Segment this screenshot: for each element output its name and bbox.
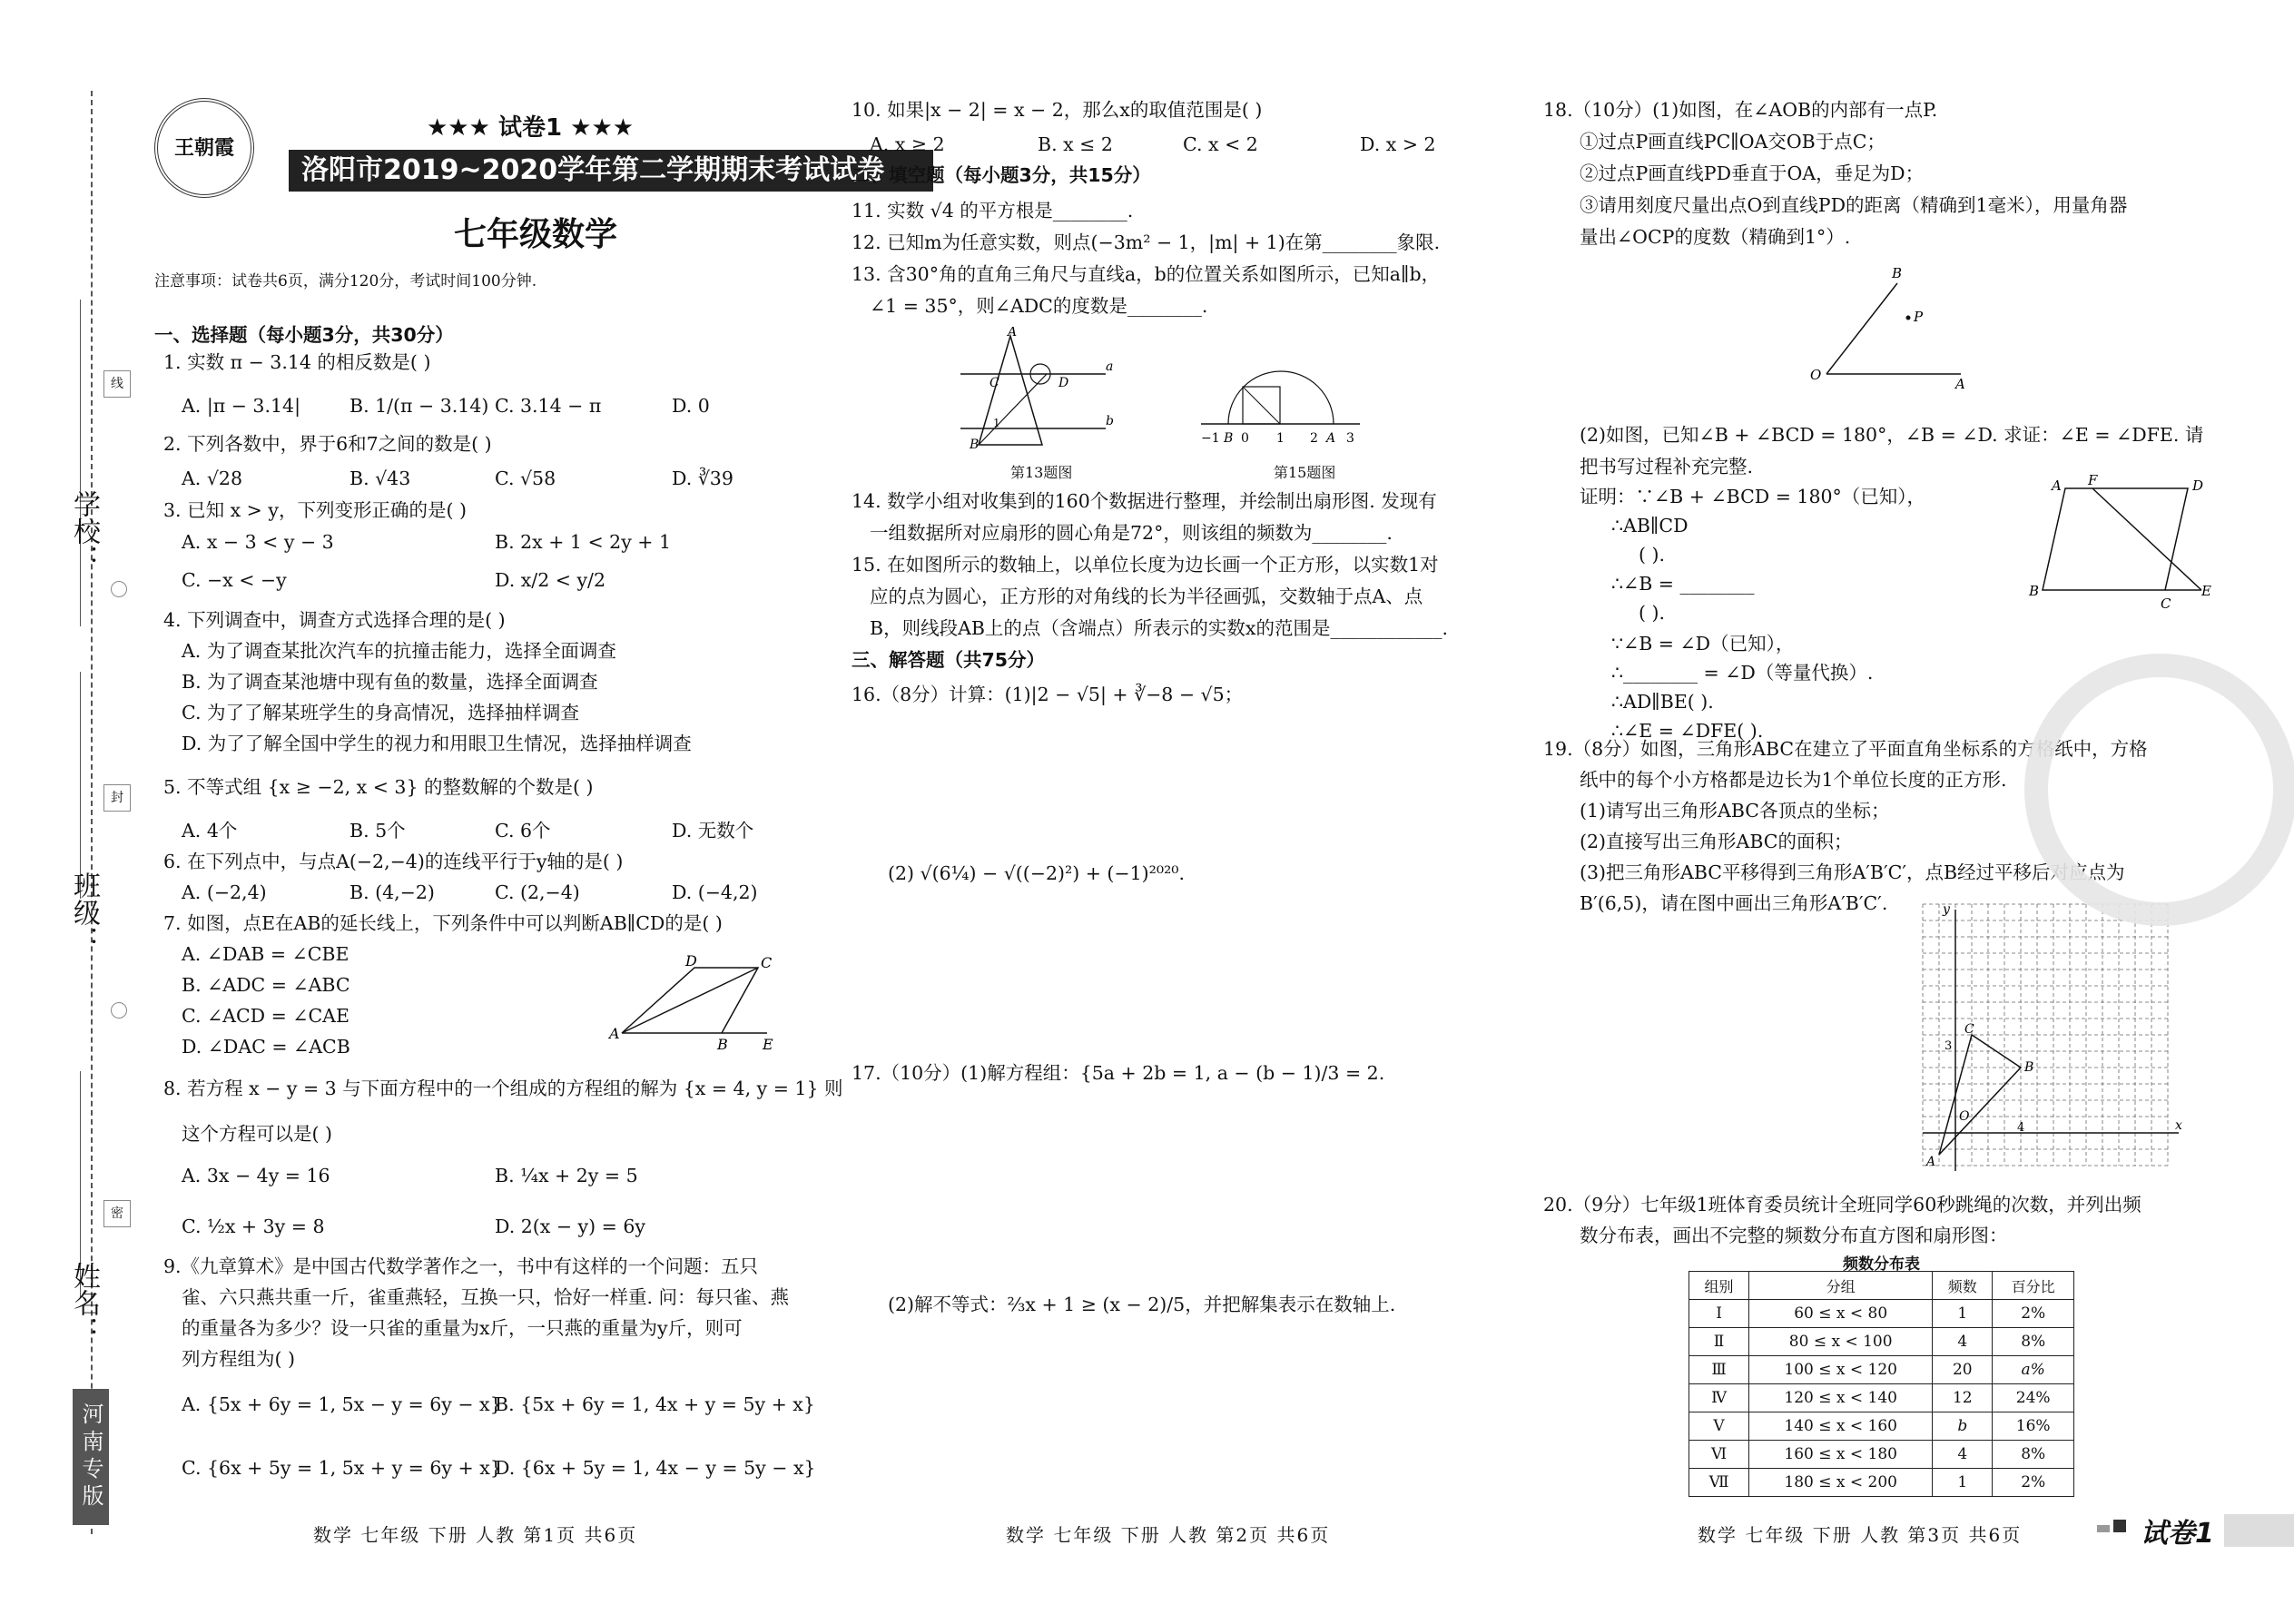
proof-blank[interactable]: ∴________ = ∠D（等量代换）.	[1611, 662, 1874, 684]
q10-option-a[interactable]: A. x ≥ 2	[870, 133, 945, 155]
q1-option-d[interactable]: D. 0	[672, 395, 710, 417]
question-17: 17.（10分）(1)解方程组：{5a + 2b = 1, a − (b − 1)/3 = 2.	[852, 1062, 1385, 1084]
q5-option-c[interactable]: C. 6个	[495, 820, 551, 842]
question-18-step3: ③请用刻度尺量出点O到直线PD的距离（精确到1毫米），用量角器	[1580, 194, 2128, 216]
svg-text:1: 1	[1276, 431, 1285, 446]
svg-text:a: a	[1106, 359, 1114, 374]
q6-option-c[interactable]: C. (2,−4)	[495, 881, 580, 903]
table-cell: Ⅵ	[1689, 1441, 1749, 1469]
q1-option-c[interactable]: C. 3.14 − π	[495, 395, 602, 417]
decor-block	[2113, 1520, 2126, 1532]
svg-text:3: 3	[1944, 1039, 1953, 1053]
hole-icon	[111, 1002, 127, 1019]
svg-text:B: B	[2024, 1060, 2034, 1075]
q7-option-c[interactable]: C. ∠ACD = ∠CAE	[182, 1005, 350, 1027]
svg-text:C: C	[2161, 595, 2171, 612]
question-11: 11. 实数 √4 的平方根是________.	[852, 200, 1134, 221]
q6-option-d[interactable]: D. (−4,2)	[672, 881, 758, 903]
table-row	[1689, 1300, 2074, 1328]
svg-text:1: 1	[993, 417, 1000, 429]
svg-text:b: b	[1106, 414, 1114, 428]
exam-title: 洛阳市2019~2020学年第二学期期末考试试卷	[289, 150, 933, 192]
q5-option-d[interactable]: D. 无数个	[672, 820, 754, 842]
question-14: 14. 数学小组对收集到的160个数据进行整理，并绘制出扇形图. 发现有	[852, 490, 1437, 512]
proof-line: 证明：∵∠B + ∠BCD = 180°（已知），	[1580, 486, 1926, 507]
exam-badge: ★★★ 试卷1 ★★★	[427, 114, 635, 142]
proof-blank[interactable]: ( ).	[1639, 602, 1666, 624]
q4-option-b[interactable]: B. 为了调查某池塘中现有鱼的数量，选择全面调查	[182, 671, 598, 693]
q2-option-c[interactable]: C. √58	[495, 468, 556, 489]
caption-15: 第15题图	[1274, 464, 1336, 481]
svg-text:A: A	[1008, 327, 1018, 340]
class-label: 班级：	[68, 871, 100, 953]
table-cell: 2%	[1993, 1469, 2074, 1497]
question-18-part2: (2)如图，已知∠B + ∠BCD = 180°，∠B = ∠D. 求证：∠E = ∠DFE. 请	[1580, 424, 2204, 446]
svg-text:D: D	[1058, 376, 1069, 390]
col-group: 组别	[1689, 1272, 1749, 1300]
table-cell: 80 ≤ x < 100	[1749, 1328, 1933, 1356]
col-frequency: 频数	[1933, 1272, 1993, 1300]
notice: 注意事项：试卷共6页，满分120分，考试时间100分钟.	[154, 272, 537, 290]
table-row	[1689, 1356, 2074, 1384]
question-19-part2: (2)直接写出三角形ABC的面积；	[1580, 831, 1853, 852]
table-cell: 2%	[1993, 1300, 2074, 1328]
svg-text:A: A	[2052, 477, 2062, 494]
svg-text:2: 2	[1310, 431, 1318, 446]
question-2: 2. 下列各数中，界于6和7之间的数是( )	[163, 433, 492, 455]
seal-mark-seal: 封	[103, 784, 131, 812]
seal-mark-secret: 密	[103, 1200, 131, 1227]
watermark-seal	[2024, 654, 2294, 926]
question-5: 5. 不等式组 {x ≥ −2, x < 3} 的整数解的个数是( )	[163, 776, 594, 798]
question-1: 1. 实数 π − 3.14 的相反数是( )	[163, 351, 431, 373]
q10-option-b[interactable]: B. x ≤ 2	[1038, 133, 1113, 155]
class-blank[interactable]	[80, 672, 81, 899]
svg-text:P: P	[1914, 309, 1924, 325]
name-label: 姓名：	[68, 1262, 100, 1343]
table-cell: 8%	[1993, 1441, 2074, 1469]
question-16-part2: (2) √(6¼) − √((−2)²) + (−1)²⁰²⁰.	[888, 862, 1186, 884]
q9-option-d[interactable]: D. {6x + 5y = 1, 4x − y = 5y − x}	[495, 1457, 816, 1479]
svg-text:O: O	[1810, 367, 1822, 383]
table-cell: Ⅲ	[1689, 1356, 1749, 1384]
question-9-line: 雀、六只燕共重一斤，雀重燕轻，互换一只，恰好一样重. 问：每只雀、燕	[182, 1286, 790, 1308]
q4-option-d[interactable]: D. 为了了解全国中学生的视力和用眼卫生情况，选择抽样调查	[182, 733, 692, 754]
q5-option-a[interactable]: A. 4个	[182, 820, 238, 842]
decor-block	[2097, 1525, 2110, 1532]
table-cell: 160 ≤ x < 180	[1749, 1441, 1933, 1469]
table-cell: 120 ≤ x < 140	[1749, 1384, 1933, 1412]
svg-text:0: 0	[1241, 431, 1249, 446]
table-cell: 180 ≤ x < 200	[1749, 1469, 1933, 1497]
svg-text:y: y	[1943, 902, 1950, 917]
svg-text:E: E	[763, 1036, 773, 1053]
binding-margin	[0, 0, 136, 1624]
q7-option-d[interactable]: D. ∠DAC = ∠ACB	[182, 1036, 350, 1058]
q4-option-c[interactable]: C. 为了了解某班学生的身高情况，选择抽样调查	[182, 702, 579, 723]
svg-text:A: A	[1926, 1155, 1936, 1169]
table-header-row	[1689, 1272, 2074, 1300]
caption-13: 第13题图	[1010, 464, 1073, 481]
table-cell: 16%	[1993, 1412, 2074, 1441]
table-cell: 60 ≤ x < 80	[1749, 1300, 1933, 1328]
section-2-title: 二、填空题（每小题3分，共15分）	[852, 164, 1151, 186]
svg-text:C: C	[989, 376, 999, 390]
col-range: 分组	[1749, 1272, 1933, 1300]
question-3: 3. 已知 x > y，下列变形正确的是( )	[163, 499, 467, 521]
question-9: 9.《九章算术》是中国古代数学著作之一，书中有这样的一个问题：五只	[163, 1255, 759, 1277]
table-title: 频数分布表	[1843, 1255, 1920, 1274]
question-20-line: 数分布表，画出不完整的频数分布直方图和扇形图：	[1580, 1225, 2008, 1246]
page-2-footer: 数学 七年级 下册 人教 第2页 共6页	[1006, 1524, 1331, 1546]
q3-option-c[interactable]: C. −x < −y	[182, 569, 287, 591]
table-cell: 140 ≤ x < 160	[1749, 1412, 1933, 1441]
q9-option-c[interactable]: C. {6x + 5y = 1, 5x + y = 6y + x}	[182, 1457, 502, 1479]
page-2	[852, 0, 1505, 1624]
seal-mark-line: 线	[103, 370, 131, 398]
q6-option-b[interactable]: B. (4,−2)	[350, 881, 435, 903]
frequency-table	[1689, 1271, 2074, 1497]
corner-badge: 试卷1	[2141, 1518, 2214, 1550]
table-cell: 1	[1933, 1469, 1993, 1497]
svg-text:D: D	[685, 953, 697, 969]
table-row	[1689, 1328, 2074, 1356]
q3-option-a[interactable]: A. x − 3 < y − 3	[182, 531, 334, 553]
q2-option-b[interactable]: B. √43	[350, 468, 411, 489]
edition-badge: 河南专版	[73, 1389, 109, 1525]
proof-blank[interactable]: ∴AD∥BE( ).	[1611, 691, 1714, 713]
section-1-title: 一、选择题（每小题3分，共30分）	[154, 324, 454, 346]
logo: 王朝霞	[154, 98, 254, 198]
subject-title: 七年级数学	[454, 216, 618, 253]
col-percent: 百分比	[1993, 1272, 2074, 1300]
proof-blank[interactable]: ( ).	[1639, 544, 1666, 566]
proof-line: ∴AB∥CD	[1611, 515, 1689, 536]
page-1	[154, 0, 885, 1624]
q9-option-a[interactable]: A. {5x + 6y = 1, 5x − y = 6y − x}	[182, 1393, 502, 1415]
question-6: 6. 在下列点中，与点A(−2,−4)的连线平行于y轴的是( )	[163, 851, 624, 872]
question-19-line: 纸中的每个小方格都是边长为1个单位长度的正方形.	[1580, 769, 2007, 791]
q2-option-a[interactable]: A. √28	[182, 468, 242, 489]
question-19: 19.（8分）如图，三角形ABC在建立了平面直角坐标系的方格纸中，方格	[1543, 738, 2148, 760]
question-18-step2: ②过点P画直线PD垂直于OA，垂足为D；	[1580, 162, 1925, 184]
q7-figure	[586, 953, 776, 1053]
question-20: 20.（9分）七年级1班体育委员统计全班同学60秒跳绳的次数，并列出频	[1543, 1194, 2141, 1216]
table-cell: 4	[1933, 1441, 1993, 1469]
q6-option-a[interactable]: A. (−2,4)	[182, 881, 267, 903]
q18b-figure	[2006, 472, 2215, 617]
q8-option-a[interactable]: A. 3x − 4y = 16	[182, 1165, 330, 1186]
q3-option-d[interactable]: D. x/2 < y/2	[495, 569, 605, 591]
svg-text:B: B	[1224, 431, 1234, 446]
question-9-line: 的重量各为多少？设一只雀的重量为x斤，一只燕的重量为y斤，则可	[182, 1317, 743, 1339]
q10-option-d[interactable]: D. x > 2	[1360, 133, 1436, 155]
svg-text:−1: −1	[1201, 431, 1220, 446]
question-9-line: 列方程组为( )	[182, 1348, 296, 1370]
question-8: 8. 若方程 x − y = 3 与下面方程中的一个组成的方程组的解为 {x = 4, y = 1} 则	[163, 1078, 843, 1099]
question-19-part3-line: B′(6,5)，请在图中画出三角形A′B′C′.	[1580, 892, 1888, 914]
svg-text:A: A	[609, 1025, 620, 1042]
q19-grid-figure	[1915, 899, 2188, 1176]
question-15-line: 应的点为圆心，正方形的对角线的长为半径画弧，交数轴于点A、点	[870, 586, 1423, 607]
svg-text:B: B	[1892, 265, 1903, 281]
table-cell: a%	[1993, 1356, 2074, 1384]
table-cell: 4	[1933, 1328, 1993, 1356]
svg-text:3: 3	[1346, 431, 1354, 446]
question-19-part3: (3)把三角形ABC平移得到三角形A′B′C′，点B经过平移后对应点为	[1580, 861, 2125, 883]
svg-text:B: B	[717, 1036, 728, 1053]
svg-text:B: B	[2029, 583, 2040, 599]
q13-figure	[960, 327, 1115, 454]
q15-figure	[1201, 359, 1364, 449]
svg-text:C: C	[761, 954, 773, 971]
table-cell: Ⅳ	[1689, 1384, 1749, 1412]
table-cell: 8%	[1993, 1328, 2074, 1356]
q18a-figure	[1807, 263, 1979, 390]
question-14-line: 一组数据所对应扇形的圆心角是72°，则该组的频数为________.	[870, 522, 1393, 544]
table-row	[1689, 1412, 2074, 1441]
q8-option-b[interactable]: B. ¼x + 2y = 5	[495, 1165, 638, 1186]
question-17-part2: (2)解不等式：⅔x + 1 ≥ (x − 2)/5，并把解集表示在数轴上.	[888, 1294, 1396, 1315]
question-15-line: B，则线段AB上的点（含端点）所表示的实数x的范围是____________.	[870, 617, 1449, 639]
svg-text:4: 4	[2017, 1121, 2025, 1135]
q1-option-a[interactable]: A. |π − 3.14|	[182, 395, 300, 417]
q8-option-d[interactable]: D. 2(x − y) = 6y	[495, 1216, 645, 1237]
question-4: 4. 下列调查中，调查方式选择合理的是( )	[163, 609, 506, 631]
question-10: 10. 如果|x − 2| = x − 2，那么x的取值范围是( )	[852, 99, 1263, 121]
table-cell: Ⅰ	[1689, 1300, 1749, 1328]
question-18-step1: ①过点P画直线PC∥OA交OB于点C；	[1580, 131, 1885, 153]
table-cell: b	[1933, 1412, 1993, 1441]
svg-text:E: E	[2201, 583, 2211, 599]
q9-option-b[interactable]: B. {5x + 6y = 1, 4x + y = 5y + x}	[495, 1393, 815, 1415]
proof-blank[interactable]: ∴∠E = ∠DFE( ).	[1611, 720, 1764, 742]
question-13: 13. 含30°角的直角三角尺与直线a，b的位置关系如图所示，已知a∥b，	[852, 263, 1441, 285]
question-12: 12. 已知m为任意实数，则点(−3m² − 1，|m| + 1)在第________象限.	[852, 231, 1441, 253]
table-cell: Ⅴ	[1689, 1412, 1749, 1441]
table-cell: Ⅱ	[1689, 1328, 1749, 1356]
table-cell: 12	[1933, 1384, 1993, 1412]
q2-option-d[interactable]: D. ∛39	[672, 468, 733, 489]
corner-bar	[2224, 1514, 2294, 1547]
proof-blank[interactable]: ∴∠B = ________	[1611, 573, 1755, 595]
q8-option-c[interactable]: C. ½x + 3y = 8	[182, 1216, 325, 1237]
svg-text:A: A	[1326, 431, 1336, 446]
table-row	[1689, 1384, 2074, 1412]
table-row	[1689, 1441, 2074, 1469]
svg-text:A: A	[1955, 376, 1965, 390]
table-cell: 20	[1933, 1356, 1993, 1384]
question-19-part1: (1)请写出三角形ABC各顶点的坐标；	[1580, 800, 1890, 822]
school-blank[interactable]	[80, 300, 81, 626]
q1-option-b[interactable]: B. 1/(π − 3.14)	[350, 395, 489, 417]
question-13-line: ∠1 = 35°，则∠ADC的度数是________.	[870, 295, 1208, 317]
q3-option-b[interactable]: B. 2x + 1 < 2y + 1	[495, 531, 672, 553]
svg-text:D: D	[2192, 477, 2204, 494]
table-cell: 24%	[1993, 1384, 2074, 1412]
question-18-line: 量出∠OCP的度数（精确到1°）.	[1580, 226, 1851, 248]
hole-icon	[111, 581, 127, 597]
table-cell: Ⅶ	[1689, 1469, 1749, 1497]
q7-option-b[interactable]: B. ∠ADC = ∠ABC	[182, 974, 350, 996]
question-7: 7. 如图，点E在AB的延长线上，下列条件中可以判断AB∥CD的是( )	[163, 912, 723, 934]
question-18-part2-line: 把书写过程补充完整.	[1580, 456, 1754, 477]
school-label: 学校：	[68, 490, 100, 572]
table-cell: 1	[1933, 1300, 1993, 1328]
question-8-cont: 这个方程可以是( )	[182, 1123, 333, 1145]
page-1-footer: 数学 七年级 下册 人教 第1页 共6页	[313, 1524, 638, 1546]
section-3-title: 三、解答题（共75分）	[852, 649, 1046, 671]
svg-text:x: x	[2175, 1118, 2182, 1133]
svg-text:F: F	[2088, 472, 2098, 488]
svg-text:C: C	[1964, 1022, 1974, 1037]
question-16: 16.（8分）计算：(1)|2 − √5| + ∛−8 − √5；	[852, 684, 1244, 705]
q5-option-b[interactable]: B. 5个	[350, 820, 406, 842]
table-row	[1689, 1469, 2074, 1497]
table-cell: 100 ≤ x < 120	[1749, 1356, 1933, 1384]
q4-option-a[interactable]: A. 为了调查某批次汽车的抗撞击能力，选择全面调查	[182, 640, 616, 662]
proof-line: ∵∠B = ∠D（已知），	[1611, 633, 1795, 655]
svg-text:B: B	[970, 438, 980, 452]
page-3-footer: 数学 七年级 下册 人教 第3页 共6页	[1698, 1524, 2023, 1546]
question-15: 15. 在如图所示的数轴上，以单位长度为边长画一个正方形，以实数1对	[852, 554, 1439, 576]
question-18: 18.（10分）(1)如图，在∠AOB的内部有一点P.	[1543, 99, 1938, 121]
q10-option-c[interactable]: C. x < 2	[1183, 133, 1258, 155]
q7-option-a[interactable]: A. ∠DAB = ∠CBE	[182, 943, 350, 965]
svg-text:O: O	[1959, 1109, 1970, 1124]
